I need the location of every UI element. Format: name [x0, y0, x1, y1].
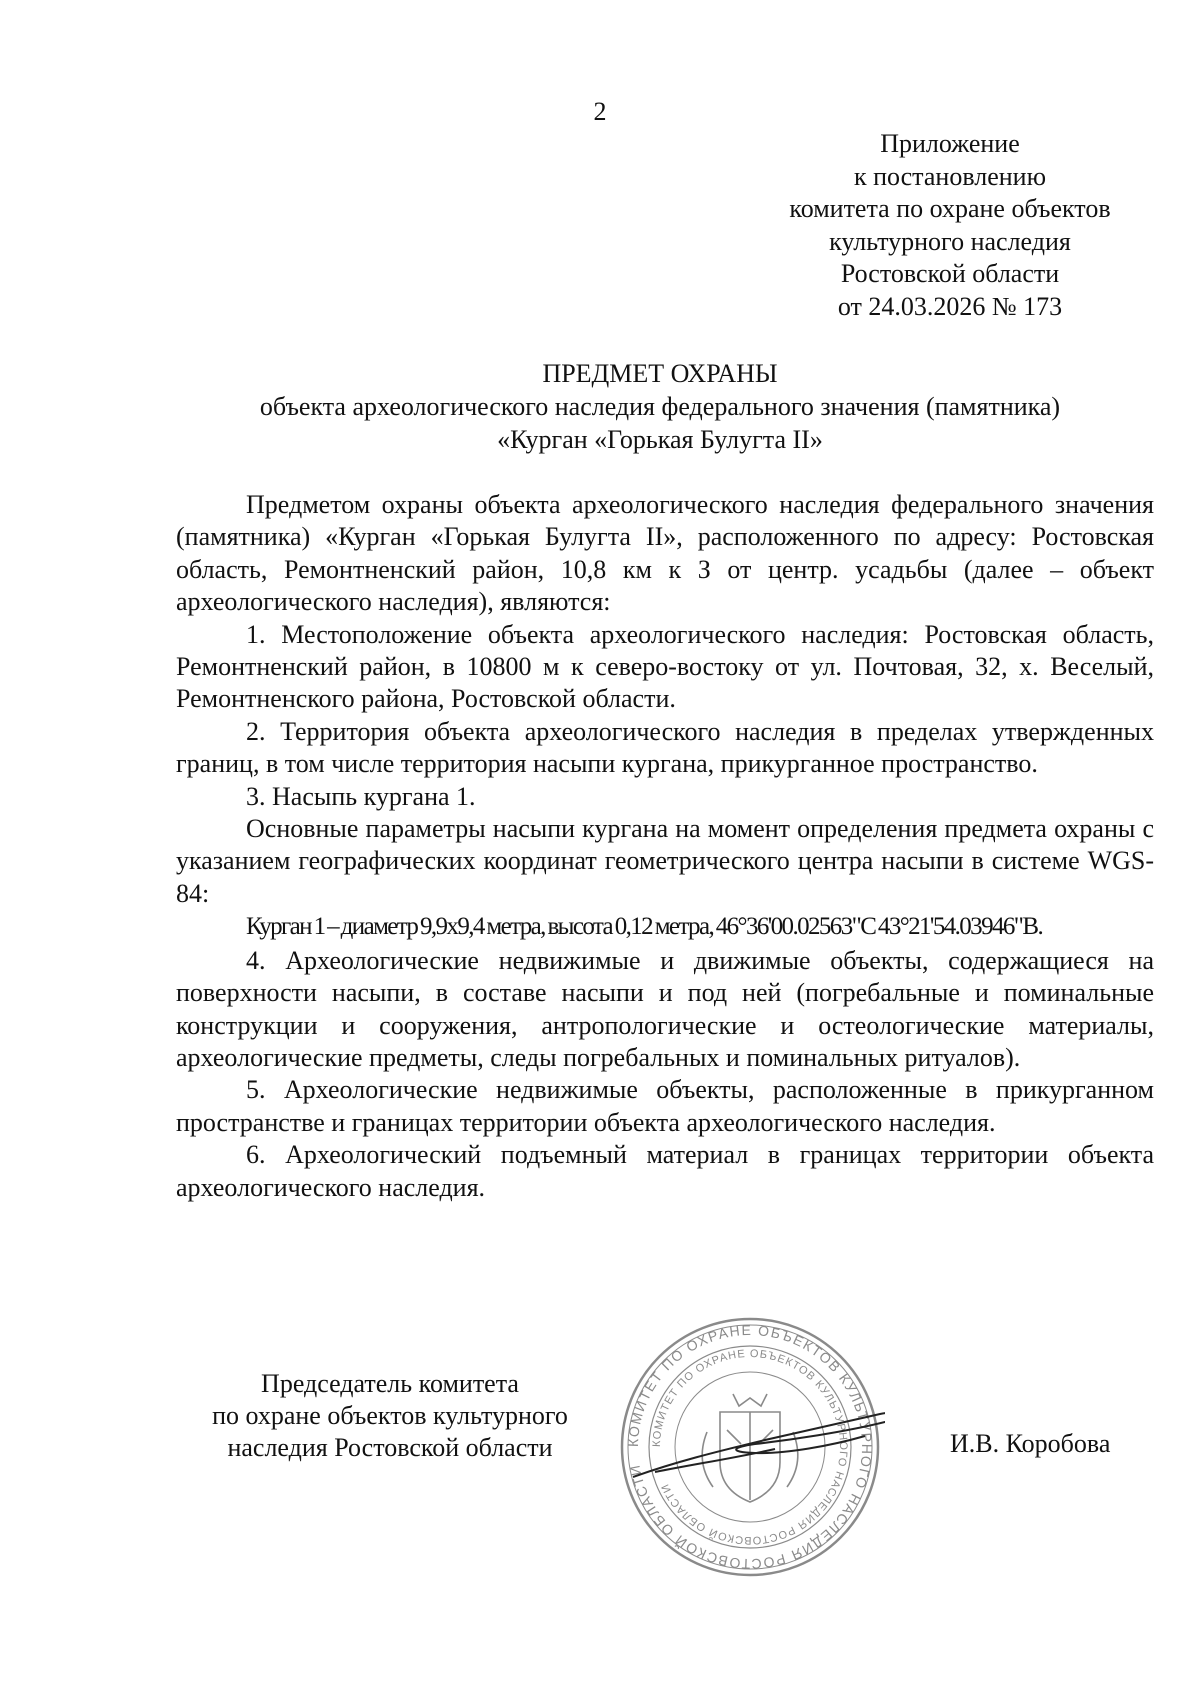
title-heading: ПРЕДМЕТ ОХРАНЫ: [542, 359, 778, 388]
appendix-line: к постановлению: [853, 161, 1047, 191]
item-location: 1. Местоположение объекта археологического наследия: Ростовская область, Ремонтненский район, в 10800 м к северо-востоку от ул. Почтовая, 32, х. Веселый, Ремонтненского района, Ростовской области.: [176, 619, 1154, 714]
appendix-line: Приложение: [880, 129, 1020, 158]
parameters-paragraph: Основные параметры насыпи кургана на момент определения предмета охраны с указанием географических координат геометрического центра насыпи в системе WGS-84:: [176, 814, 1154, 908]
appendix-header: [740, 128, 1160, 324]
item-mound: 3. Насыпь кургана 1.: [246, 781, 476, 811]
seal-inner-ring-text: КОМИТЕТ ПО ОХРАНЕ ОБЪЕКТОВ КУЛЬТУРНОГО НАСЛЕДИЯ РОСТОВСКОЙ ОБЛАСТИ: [650, 1347, 850, 1547]
coordinates-line: Курган 1 – диаметр 9,9х9,4 метра, высота 0,12 метра, 46°36'00.02563"С 43°21'54.03946"В.: [246, 913, 1043, 941]
signatory-title: [160, 1368, 620, 1464]
item-archaeological-objects: 4. Археологические недвижимые и движимые объекты, содержащиеся на поверхности насыпи, в составе насыпи и под ней (погребальные и поминальные конструкции и сооружения, антропологические и остеологические материалы, археологические предметы, следы погребальных и поминальных ритуалов).: [176, 945, 1154, 1072]
title-object-name: «Курган «Горькая Булугта II»: [497, 425, 823, 454]
appendix-line: Ростовской области: [840, 259, 1060, 289]
document-title: [160, 357, 1160, 456]
title-subtitle: объекта археологического наследия федерального значения (памятника): [259, 392, 1061, 421]
signatory-title-line: наследия Ростовской области: [227, 1433, 553, 1462]
document-body: [176, 489, 1154, 1204]
intro-paragraph: Предметом охраны объекта археологического наследия федерального значения (памятника) «Курган «Горькая Булугта II», расположенного по адресу: Ростовская область, Ремонтненский район, 10,8 км к З от центр. усадьбы (далее – объект археологического наследия), являются:: [176, 490, 1154, 617]
signatory-title-line: по охране объектов культурного: [212, 1401, 568, 1430]
item-immovable-objects: 5. Археологические недвижимые объекты, расположенные в прикурганном пространстве и границах территории объекта археологического наследия.: [176, 1075, 1154, 1137]
official-seal-stamp: [615, 1312, 885, 1582]
appendix-date-line: от 24.03.2026 № 173: [837, 291, 1063, 321]
item-surface-material: 6. Археологический подъемный материал в границах территории объекта археологического наследия.: [176, 1140, 1154, 1202]
signatory-name: И.В. Коробова: [950, 1429, 1111, 1458]
appendix-line: культурного наследия: [829, 226, 1071, 256]
signatory-title-line: Председатель комитета: [261, 1369, 519, 1398]
item-territory: 2. Территория объекта археологического наследия в пределах утвержденных границ, в том числе территория насыпи кургана, прикурганное пространство.: [176, 716, 1154, 779]
seal-outer-ring-text: КОМИТЕТ ПО ОХРАНЕ ОБЪЕКТОВ КУЛЬТУРНОГО НАСЛЕДИЯ РОСТОВСКОЙ ОБЛАСТИ: [624, 1321, 876, 1573]
page-number: 2: [593, 97, 607, 126]
appendix-line: комитета по охране объектов: [789, 194, 1111, 224]
coat-of-arms-icon: [702, 1394, 798, 1502]
